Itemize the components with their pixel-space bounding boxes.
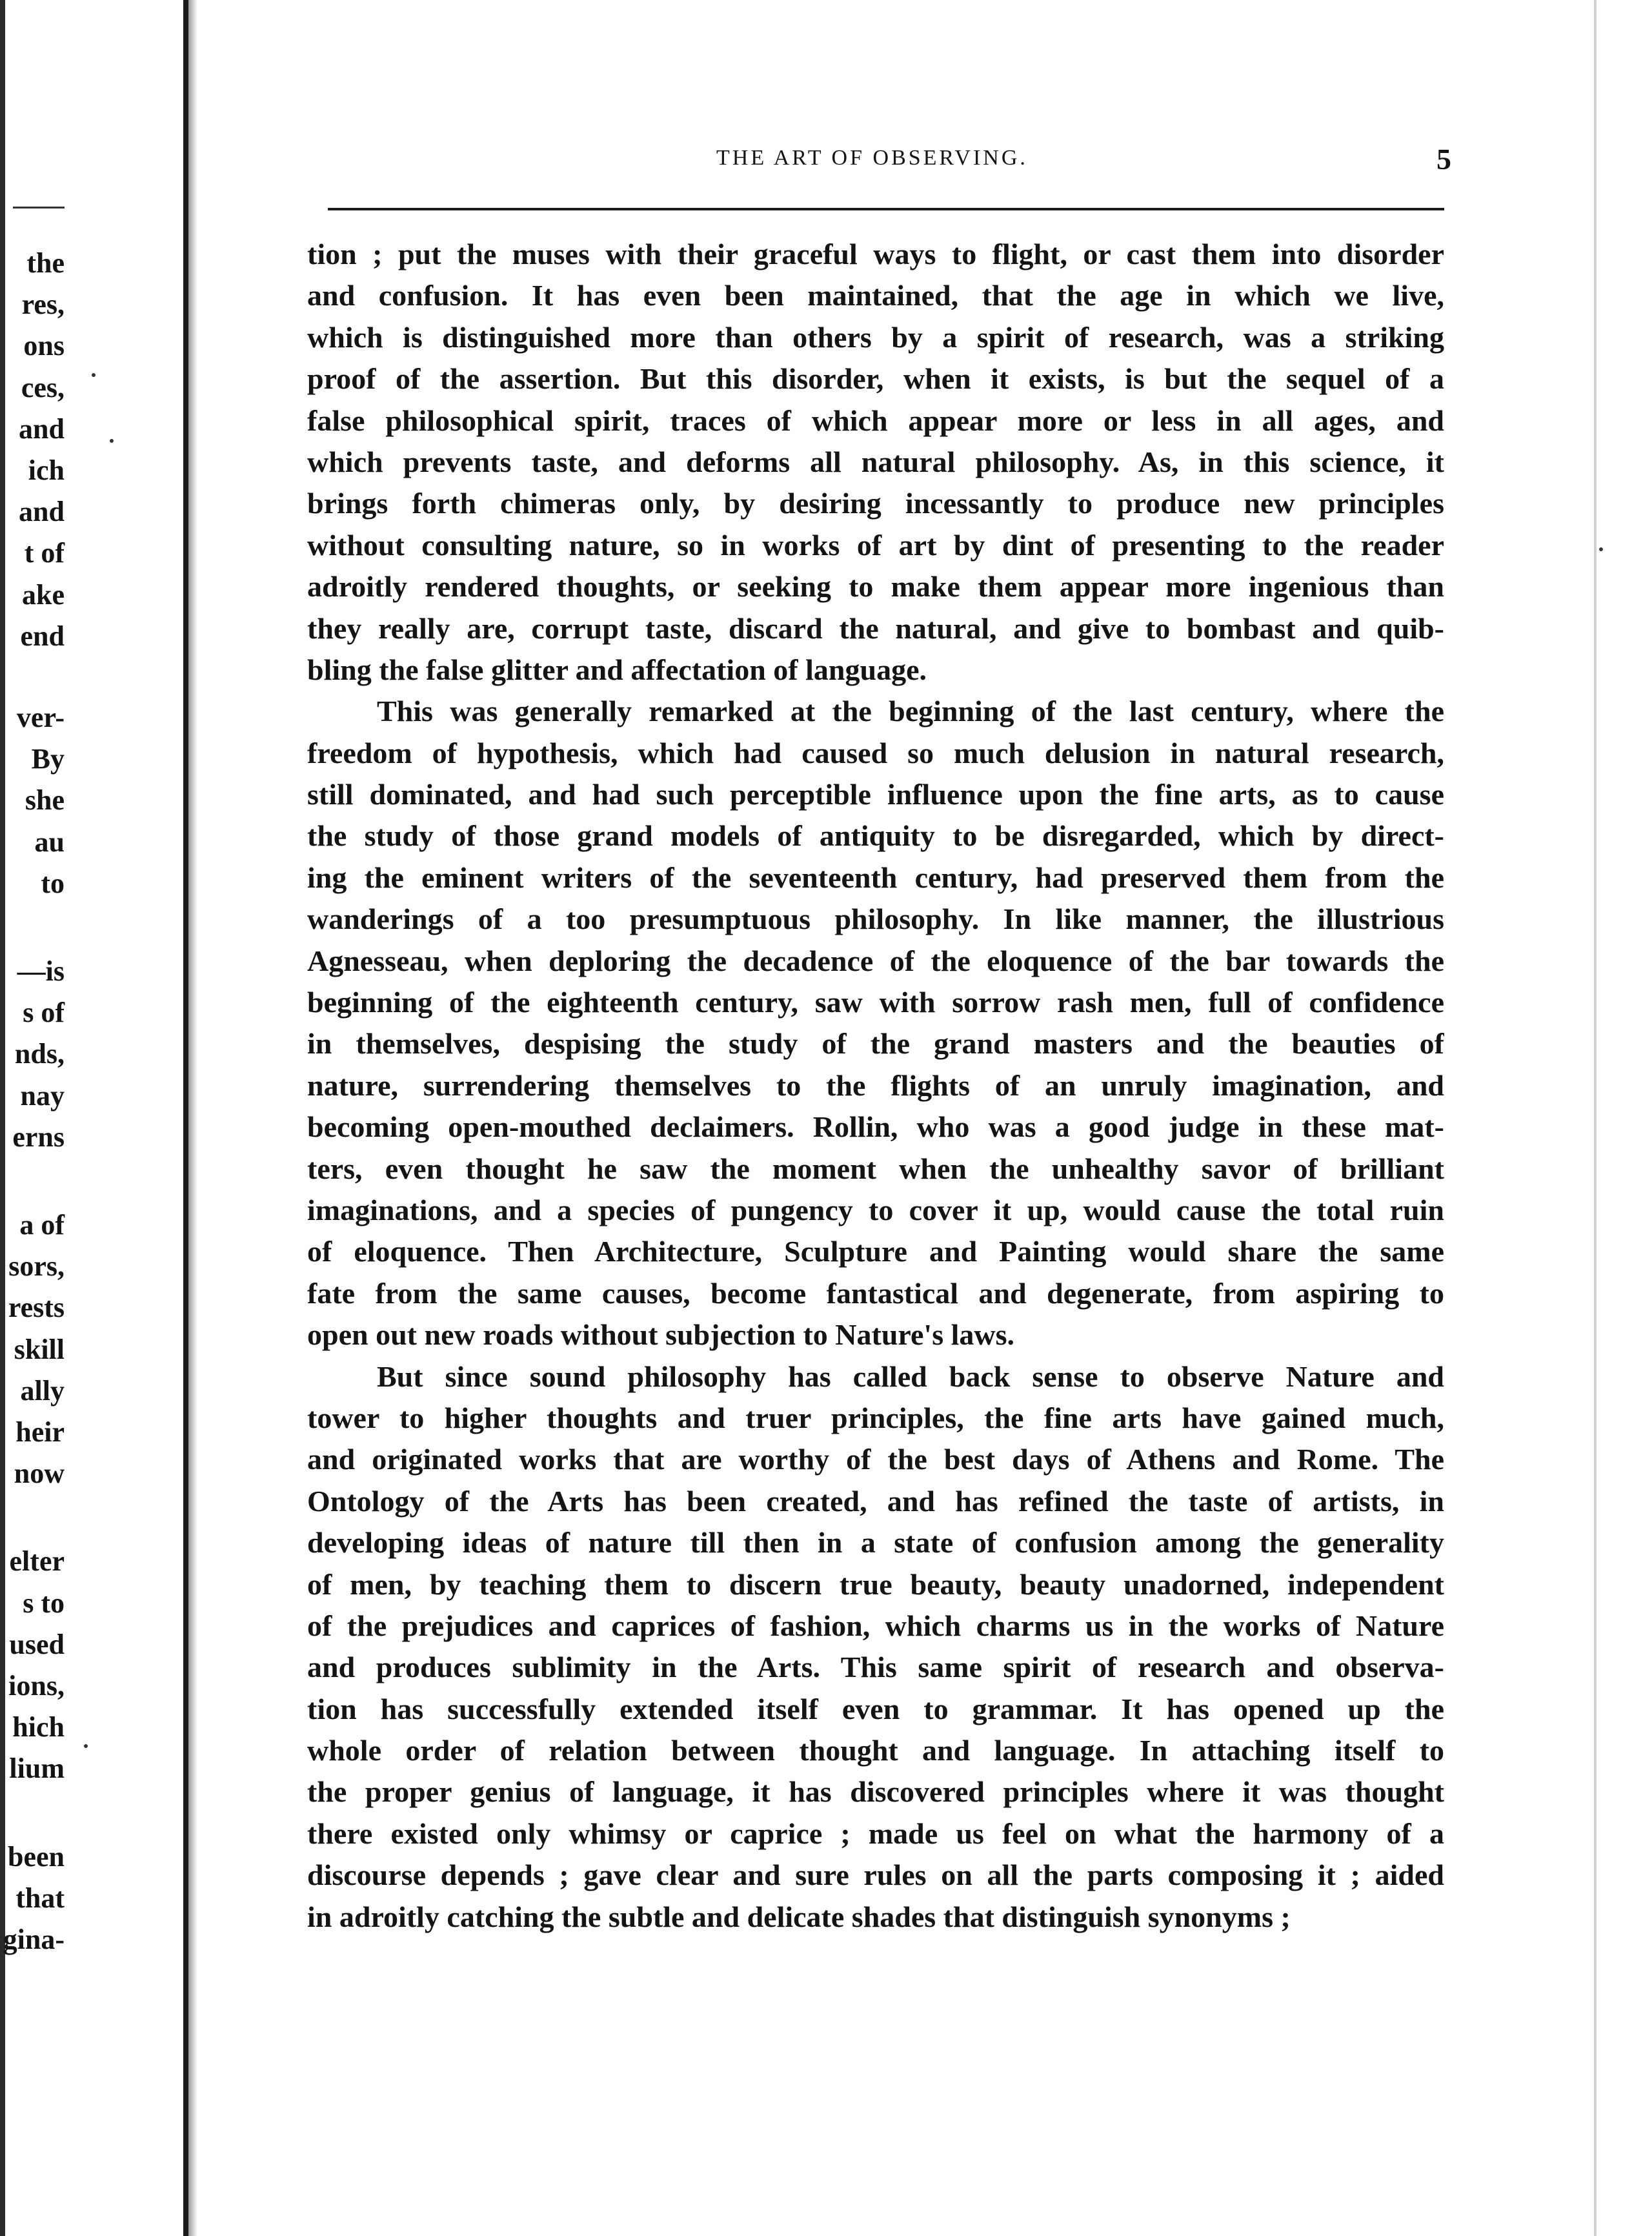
text-line: the proper genius of language, it has discovered principles where it was thought [307, 1775, 1444, 1809]
facing-page-line: ake [22, 578, 65, 611]
text-line: they really are, corrupt taste, discard the natural, and give to bombast and quib- [307, 611, 1444, 645]
paragraph [307, 1356, 1444, 1938]
text-line: and confusion. It has even been maintained, that the age in which we live, [307, 279, 1444, 312]
text-line: freedom of hypothesis, which had caused so much delusion in natural research, [307, 736, 1444, 769]
text-line: brings forth chimeras only, by desiring incessantly to produce new principles [307, 487, 1444, 520]
facing-page-line: ich [28, 454, 65, 486]
facing-page-line: end [20, 620, 65, 652]
facing-page-line: t of [24, 537, 65, 569]
text-line: fate from the same causes, become fantastical and degenerate, from aspiring to [307, 1276, 1444, 1310]
text-line: of the prejudices and caprices of fashion, which charms us in the works of Nature [307, 1609, 1444, 1642]
text-line: Ontology of the Arts has been created, and has refined the taste of artists, in [307, 1484, 1444, 1518]
facing-page-line: to [41, 867, 65, 899]
text-line: without consulting nature, so in works of art by dint of presenting to the reader [307, 528, 1444, 562]
text-line: false philosophical spirit, traces of which appear more or less in all ages, and [307, 403, 1444, 437]
text-line: tion ; put the muses with their graceful ways to flight, or cast them into disorder [307, 238, 1444, 270]
facing-page-line: s of [23, 997, 65, 1029]
facing-page-line: nds, [14, 1038, 65, 1070]
text-line: the study of those grand models of antiquity to be disregarded, which by direct- [307, 819, 1444, 853]
text-line: proof of the assertion. But this disorder, when it exists, is but the sequel of a [307, 362, 1444, 396]
paragraph [307, 234, 1444, 691]
scan-edge [0, 0, 5, 2236]
text-line: beginning of the eighteenth century, saw with sorrow rash men, full of confidence [307, 986, 1444, 1019]
text-line: there existed only whimsy or caprice ; made us feel on what the harmony of a [307, 1816, 1444, 1850]
facing-page-line: By [31, 743, 65, 775]
gutter-shadow [188, 0, 197, 2236]
text-line: open out new roads without subjection to Nature's laws. [307, 1318, 1015, 1352]
facing-page-line: hich [12, 1711, 65, 1743]
facing-page-line: erns [12, 1121, 65, 1153]
text-line: imaginations, and a species of pungency to cover it up, would cause the total ruin [307, 1193, 1444, 1226]
facing-page-line: lium [9, 1753, 65, 1785]
text-line: whole order of relation between thought and language. In attaching itself to [307, 1734, 1444, 1767]
text-line: tion has successfully extended itself even to grammar. It has opened up the [307, 1692, 1444, 1725]
facing-page-line: heir [15, 1416, 65, 1448]
facing-page-line: ver- [16, 702, 65, 733]
facing-page-rule [13, 207, 65, 208]
page-number: 5 [1436, 143, 1451, 176]
binding-gutter [183, 0, 188, 2236]
facing-page-line: been [8, 1840, 65, 1873]
scan-speck [84, 1744, 88, 1748]
facing-page-line: now [14, 1458, 65, 1490]
text-line: developing ideas of nature till then in a state of confusion among the generality [307, 1526, 1444, 1560]
facing-page-line: and [19, 496, 65, 528]
scan-speck [110, 439, 114, 443]
scan-speck [1599, 547, 1603, 551]
facing-page-line: and [19, 412, 65, 445]
facing-page-line: nay [20, 1079, 65, 1112]
facing-page-line: that [15, 1882, 65, 1914]
facing-page-line: —is [17, 955, 65, 987]
text-line: nature, surrendering themselves to the flights of an unruly imagination, and [307, 1068, 1444, 1102]
body-text [307, 234, 1444, 1938]
facing-page-line: res, [21, 289, 65, 321]
facing-page-line: used [9, 1628, 65, 1660]
text-line: wanderings of a too presumptuous philosophy. In like manner, the illustrious [307, 902, 1444, 936]
text-line: still dominated, and had such perceptible influence upon the fine arts, as to cause [307, 778, 1444, 811]
facing-page-line: ons [23, 330, 65, 362]
facing-page-line: ions, [8, 1670, 65, 1702]
text-line: which is distinguished more than others by a spirit of research, was a striking [307, 320, 1444, 354]
text-line: and produces sublimity in the Arts. This same spirit of research and observa- [307, 1651, 1444, 1684]
facing-page-line: ces, [21, 371, 65, 403]
facing-page-line: sors, [8, 1250, 65, 1283]
facing-page-line: the [26, 247, 65, 279]
text-line: adroitly rendered thoughts, or seeking to make them appear more ingenious than [307, 570, 1444, 604]
text-line: ing the eminent writers of the seventeenth century, had preserved them from the [307, 860, 1444, 894]
facing-page-line: ally [20, 1374, 65, 1407]
text-line: of men, by teaching them to discern true beauty, beauty unadorned, independent [307, 1567, 1444, 1601]
text-line: But since sound philosophy has called back sense to observe Nature and [377, 1359, 1444, 1393]
header-rule [328, 208, 1444, 210]
text-line: and originated works that are worthy of the best days of Athens and Rome. The [307, 1443, 1444, 1476]
text-line: becoming open-mouthed declaimers. Rollin, who was a good judge in these mat- [307, 1110, 1444, 1144]
facing-page-line: rests [8, 1292, 65, 1324]
text-line: tower to higher thoughts and truer principles, the fine arts have gained much, [307, 1401, 1444, 1434]
facing-page-line: gina- [3, 1924, 65, 1955]
text-line: discourse depends ; gave clear and sure rules on all the parts composing it ; aided [307, 1858, 1444, 1892]
facing-page-line: a of [19, 1209, 65, 1241]
facing-page-line: au [34, 826, 65, 858]
text-line: of eloquence. Then Architecture, Sculpture and Painting would share the same [307, 1235, 1444, 1268]
paragraph [307, 691, 1444, 1356]
text-line: ters, even thought he saw the moment when the unhealthy savor of brilliant [307, 1152, 1444, 1185]
text-line: This was generally remarked at the beginning of the last century, where the [377, 695, 1444, 728]
scan-speck [92, 373, 96, 377]
right-page-edge [1594, 0, 1597, 2236]
facing-page-line: she [25, 784, 65, 817]
facing-page-line: s to [23, 1587, 65, 1619]
facing-page-line: elter [9, 1545, 65, 1578]
facing-page-line: skill [14, 1333, 65, 1365]
text-line: which prevents taste, and deforms all natural philosophy. As, in this science, it [307, 445, 1444, 478]
running-title: THE ART OF OBSERVING. [716, 146, 1028, 170]
text-line: in themselves, despising the study of the grand masters and the beauties of [307, 1027, 1444, 1061]
text-line: Agnesseau, when deploring the decadence of the eloquence of the bar towards the [307, 944, 1444, 977]
text-line: bling the false glitter and affectation of language. [307, 653, 927, 686]
text-line: in adroitly catching the subtle and delicate shades that distinguish synonyms ; [307, 1900, 1291, 1933]
